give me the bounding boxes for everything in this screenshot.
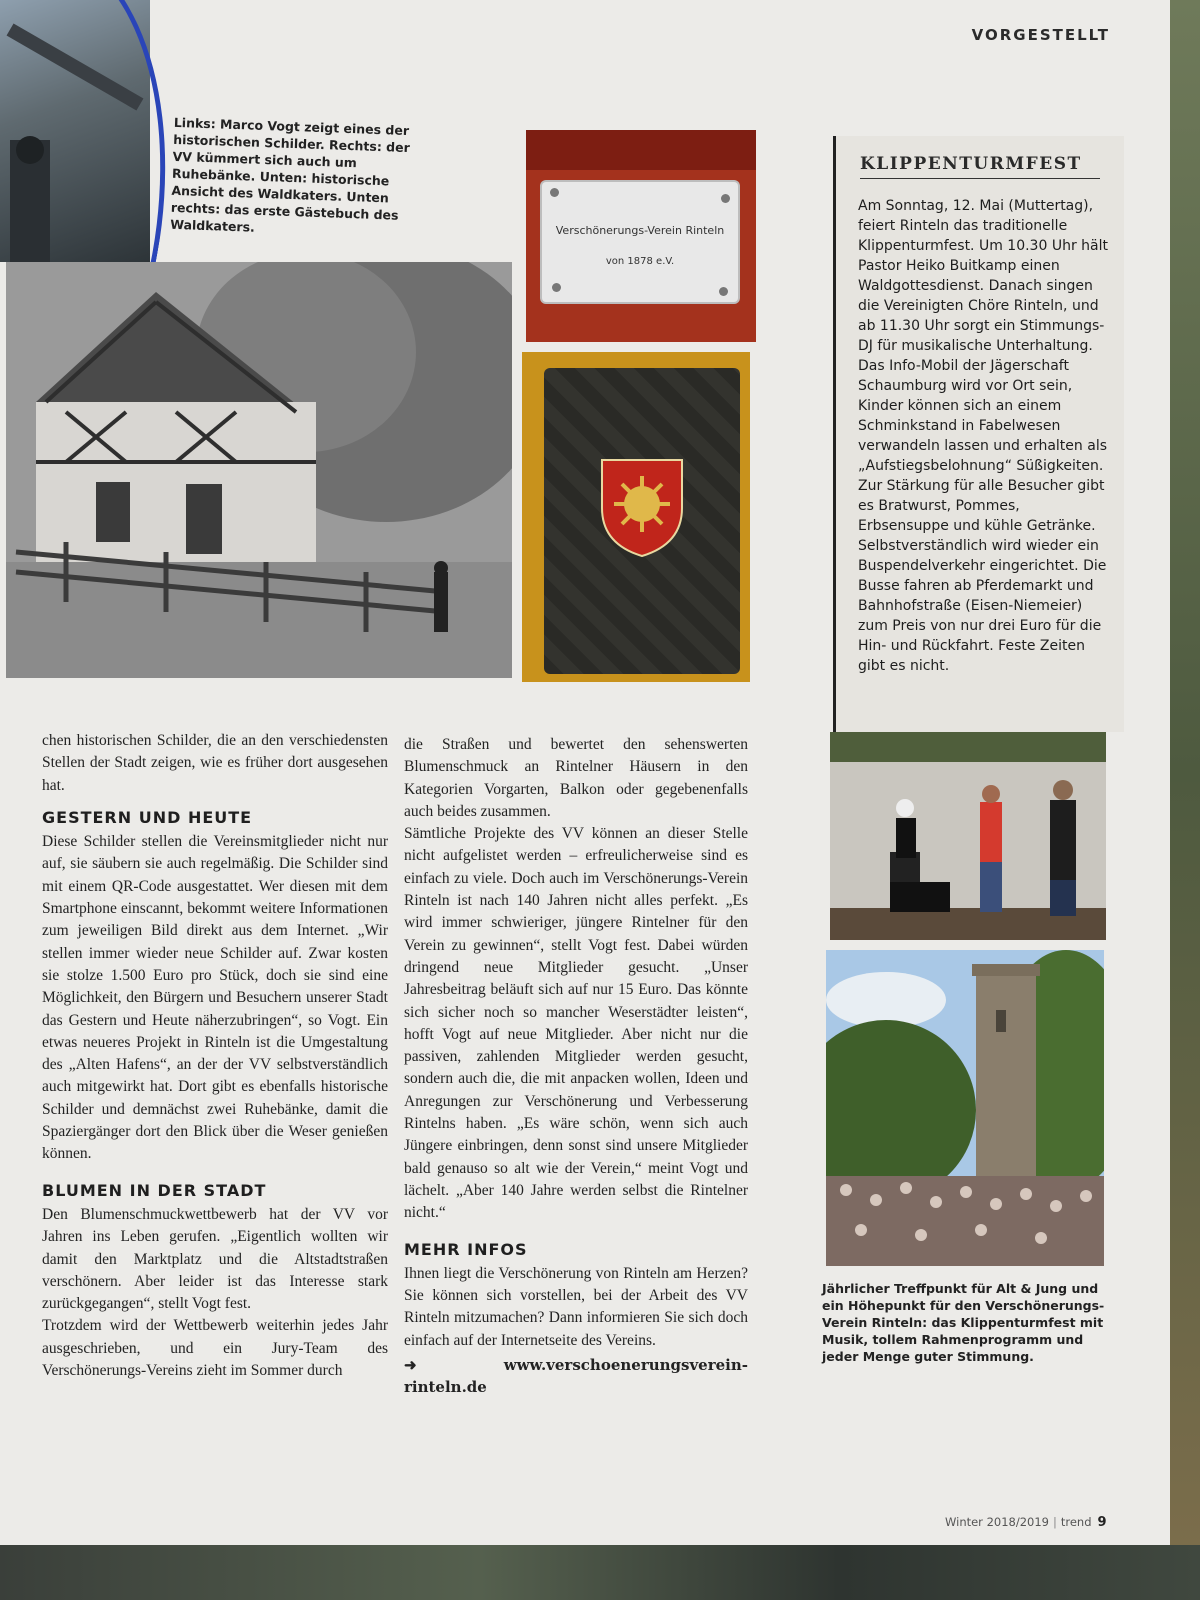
- website-url[interactable]: www.verschoenerungsverein-rinteln.de: [404, 1356, 748, 1397]
- screw-icon: [719, 287, 728, 296]
- arrow-right-icon: ➜: [404, 1356, 504, 1375]
- paragraph: Diese Schilder stellen die Vereinsmitglieder nicht nur auf, sie säubern sie auch regelmäßig. Die Schilder sind mit einem QR-Code ausgestattet. Wer diesen mit dem Smartphone einscannt, bekommt weitere Informationen zum jeweiligen Bild direkt aus dem Internet. „Wir stellen immer wieder neue Schilder auf. Zwar kosten sie stolze 1.500 Euro pro Stück, doch sie sind eine Möglichkeit, den Bürgern und Besuchern unserer Stadt das Gestern und Heute näherzubringen“, so Vogt. Ein etwas neueres Projekt in Rinteln ist die Umgestaltung des „Alten Hafens“, an der der VV selbstverständlich auch mitgewirkt hat. Dort gibt es ebenfalls historische Schilder und demnächst zwei Ruhebänke, damit die Spaziergänger dort den Blick über die Weser genießen können.: [42, 833, 388, 1163]
- paragraph: Ihnen liegt die Verschönerung von Rinteln am Herzen? Sie können sich vorstellen, bei der Arbeit des VV Rinteln mitzumachen? Dann informieren Sie sich doch einfach auf der Internetseite des Vereins.: [404, 1264, 748, 1349]
- article-column-2: [404, 734, 748, 1399]
- section-heading: GESTERN UND HEUTE: [42, 807, 253, 827]
- page-footer: [945, 1515, 1107, 1530]
- screw-icon: [550, 188, 559, 197]
- issue-label: Winter 2018/2019: [945, 1515, 1049, 1529]
- background-right-edge: [1170, 0, 1200, 1545]
- photo-klippenturm: [826, 950, 1104, 1266]
- stage-band-graphic: [830, 732, 1106, 940]
- sign-plate: [542, 182, 738, 302]
- page-number: 9: [1097, 1515, 1107, 1530]
- photo-bench-corner: [0, 0, 150, 262]
- sidebar-klippenturmfest: [833, 136, 1124, 732]
- website-link[interactable]: [404, 1354, 748, 1399]
- section-heading: BLUMEN IN DER STADT: [42, 1180, 267, 1200]
- photo-caption-top: Links: Marco Vogt zeigt eines der historischen Schilder. Rechts: der VV kümmert sich auch um Ruhebänke. Unten: historische Ansicht des Waldkaters. Unten rechts: das erste Gästebuch des Waldkaters.: [170, 114, 411, 235]
- sign-line-2: von 1878 e.V.: [605, 256, 675, 267]
- sign-line-1: Verschönerungs-Verein Rinteln: [555, 224, 725, 237]
- magazine-name: trend: [1060, 1515, 1092, 1529]
- photo-stage-band: [830, 732, 1106, 940]
- background-bottom-edge: [0, 1545, 1200, 1600]
- photo-guestbook: [522, 352, 750, 682]
- section-heading: MEHR INFOS: [404, 1239, 528, 1259]
- paragraph: Den Blumenschmuckwettbewerb hat der VV vor Jahren ins Leben gerufen. „Eigentlich wollten wir damit den Marktplatz und die Altstadtstraßen verschönern. Aber leider ist das Interesse stark zurückgegangen“, stellt Vogt fest.: [42, 1205, 388, 1313]
- guestbook-cover: [544, 368, 740, 674]
- photo-historic-waldkater: [6, 262, 512, 678]
- coat-of-arms-icon: [544, 368, 740, 674]
- paragraph: Sämtliche Projekte des VV können an dieser Stelle nicht aufgelistet werden – erfreulicherweise sind es einfach zu viele. Doch auch im Verschönerungs-Verein Rinteln ist nach 140 Jahren nicht alles perfekt. „Es wird immer schwieriger, jüngere Rintelner für den Verein zu gewinnen“, stellt Vogt fest. Dabei würden dringend neue Mitglieder gesucht. „Unser Jahresbeitrag beläuft sich auf nur 15 Euro. Das könnte sich sicher noch so mancher Weserstädter leisten“, hofft Vogt auf neue Mitglieder. Aber nicht nur die passiven, zahlenden Mitglieder werden gesucht, sondern auch die, die mit anpacken wollen, Ideen und Anregungen zur Verschönerung und Verbesserung Rintelns haben. „Es wäre schön, wenn sich auch Jüngere einbringen, denn sonst sind unsere Mitglieder bald genauso so alt wie der Verein,“ meint Vogt und lächelt. „Aber 140 Jahre werden selbst die Rintelner nicht.“: [404, 825, 748, 1222]
- bench-photo-graphic: [0, 0, 150, 262]
- tower-crowd-graphic: [826, 950, 1104, 1266]
- photo-caption-right: Jährlicher Treffpunkt für Alt & Jung und ein Höhepunkt für den Verschönerungs-Verein Rinteln: das Klippenturmfest mit Musik, tollem Rahmenprogramm und jeder Menge guter Stimmung.: [822, 1281, 1105, 1364]
- screw-icon: [721, 194, 730, 203]
- photo-club-sign: [526, 130, 756, 342]
- paragraph: chen historischen Schilder, die an den verschiedensten Stellen der Stadt zeigen, wie es früher dort ausgesehen hat.: [42, 732, 388, 794]
- paragraph: die Straßen und bewertet den sehenswerten Blumenschmuck an Rintelner Häusern in den Kategorien Vorgarten, Balkon oder gegebenenfalls auch beides zusammen.: [404, 736, 748, 820]
- paragraph: Trotzdem wird der Wettbewerb weiterhin jedes Jahr ausgeschrieben, und ein Jury-Team des Verschönerungs-Vereins zieht im Sommer durch: [42, 1317, 388, 1380]
- screw-icon: [552, 283, 561, 292]
- section-kicker: VORGESTELLT: [971, 26, 1110, 44]
- sidebar-text: Am Sonntag, 12. Mai (Muttertag), feiert Rinteln das traditionelle Klippenturmfest. Um 10.30 Uhr hält Pastor Heiko Buitkamp einen Waldgottesdienst. Danach singen die Vereinigten Chöre Rinteln, und ab 11.30 Uhr sorgt ein Stimmungs-DJ für musikalische Unterhaltung. Das Info-Mobil der Jägerschaft Schaumburg wird vor Ort sein, Kinder können sich an einem Schminkstand in Fabelwesen verwandeln lassen und erhalten als „Aufstiegsbelohnung“ Süßigkeiten. Zur Stärkung für alle Besucher gibt es Bratwurst, Pommes, Erbsensuppe und kühle Getränke. Selbstverständlich wird wieder ein Buspendelverkehr eingerichtet. Die Busse fahren ab Pferdemarkt und Bahnhofstraße (Eisen-Niemeier) zum Preis von nur drei Euro für die Hin- und Rückfahrt. Feste Zeiten gibt es nicht.: [858, 198, 1108, 674]
- sidebar-title: KLIPPENTURMFEST: [860, 154, 1100, 179]
- footer-separator: |: [1052, 1515, 1057, 1529]
- waldkater-graphic: [6, 262, 512, 678]
- article-column-1: [42, 730, 388, 1382]
